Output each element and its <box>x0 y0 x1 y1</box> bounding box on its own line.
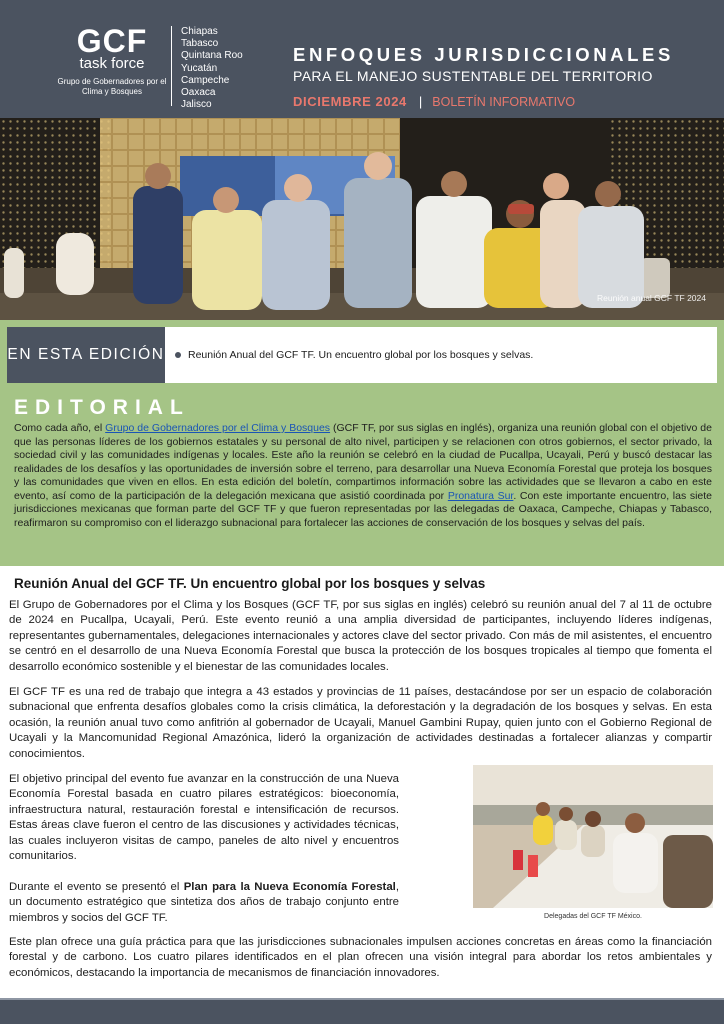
hero-photo-caption: Reunión anual GCF TF 2024 <box>597 293 706 303</box>
gcf-link[interactable]: Grupo de Gobernadores por el Clima y Bosques <box>105 422 331 434</box>
editorial-text-part: . Con este importante encuentro, las siete jurisdicciones mexicanas que forman parte del GCF TF y que fueron representadas por las delegadas de Oaxaca, Campeche, Chiapas y Tabasco, reafirmaron su compromiso con el liderazgo subnacional para fortalecer las acciones de conservación de los bosques y selvas del país. <box>14 489 713 529</box>
editorial-text-part: (GCF TF, por sus siglas en inglés), organiza una reunión global con el objetivo de que las personas líderes de los gobiernos estatales y su personal de alto nivel, participen y se relacionen con otros gobiernos, el sector privado, la sociedad civil y las comunidades indígenas y locales. Este año la reunión se celebró en la ciudad de Pucallpa, Ucayali, Perú y buscó destacar las realidades de los desafíos y las oportunidades de inversión sobre el terreno, para desarrollar una Nueva Economía Forestal que proteja los bosques y las comunidades que viven en ellos. En esta edición del boletín, compartimos información sobre las actividades que se llevaron a cabo en este evento, así como de la participación de la delegación mexicana que asistió coordinada por <box>14 422 712 502</box>
pronatura-link[interactable]: Pronatura Sur <box>447 489 514 502</box>
delegates-photo-illustration <box>473 765 713 908</box>
issue-line <box>293 94 673 109</box>
article-paragraph-4 <box>9 880 399 926</box>
logo-task-force-text: task force <box>79 55 145 72</box>
state-name: Jalisco <box>181 99 212 111</box>
newsletter-subtitle: PARA EL MANEJO SUSTENTABLE DEL TERRITORIO <box>293 68 653 84</box>
delegates-photo <box>473 765 713 908</box>
logo-divider <box>171 26 172 106</box>
issue-kind: BOLETÍN INFORMATIVO <box>432 95 576 109</box>
edition-contents <box>165 327 717 383</box>
newsletter-title: ENFOQUES JURISDICCIONALES <box>293 44 674 65</box>
issue-separator: | <box>418 94 423 109</box>
state-name: Yucatán <box>181 62 218 74</box>
article-paragraph-2: El GCF TF es una red de trabajo que integra a 43 estados y provincias de 11 países, destacándose por ser un espacio de colaboración subnacional que enfrenta desafíos globales como la crisis climática, la deforestación y la degradación de los bosques y selvas. En esta ocasión, la reunión anual tuvo como anfitrión al gobernador de Ucayali, Manuel Gambini Rupay, quien junto con el Gobierno Regional de Ucayali y la Mancomunidad Regional Amazónica, lideró la organización de actividades destinadas a fortalecer alianzas y compartir conocimientos. <box>9 686 712 760</box>
editorial-title: EDITORIAL <box>14 396 190 419</box>
article-paragraph-3: El objetivo principal del evento fue avanzar en la construcción de una Nueva Economía Forestal basada en cuatro pilares estratégicos: bioeconomía, infraestructura natural, restauración forestal e intensificación de recursos. Estas áreas clave fueron el centro de las discusiones y actividades técnicas, las cuales incluyeron visitas de campo, paneles de alto nivel y encuentros comunitarios. <box>9 773 399 863</box>
delegates-photo-caption: Delegadas del GCF TF México. <box>544 913 642 920</box>
logo-subtitle: Grupo de Gobernadores por el Clima y Bosques <box>57 77 167 96</box>
edition-item[interactable]: Reunión Anual del GCF TF. Un encuentro global por los bosques y selvas. <box>188 349 534 361</box>
footer-bar <box>0 1000 724 1024</box>
article-paragraph-1: El Grupo de Gobernadores por el Clima y los Bosques (GCF TF, por sus siglas en inglés) celebró su reunión anual del 7 al 11 de octubre de 2024 en Pucallpa, Ucayali, Perú. Este evento reunió a una amplia diversidad de participantes, incluyendo líderes indígenas, representantes gubernamentales, delegaciones internacionales y actores clave del sector privado. Con más de mil asistentes, el encuentro se centró en el desarrollo de una Nueva Economía Forestal que busca la protección de los bosques tropicales al tiempo que fomenta el desarrollo económico sostenible y el bienestar de las comunidades locales. <box>9 599 712 673</box>
state-name: Tabasco <box>181 38 219 50</box>
plan-title: Plan para la Nueva Economía Forestal <box>183 881 396 893</box>
state-name: Quintana Roo <box>181 50 243 62</box>
logo-main-text: GCF <box>76 23 148 59</box>
state-name: Campeche <box>181 74 230 86</box>
article-paragraph-4-part: Durante el evento se presentó el <box>9 881 184 893</box>
editorial-text-part: Como cada año, el <box>14 422 106 434</box>
hero-photo <box>0 118 724 320</box>
gcf-logo <box>54 23 170 97</box>
states-list <box>181 26 243 111</box>
article-paragraph-4-part: , un documento estratégico que sintetiza dos años de trabajo conjunto entre miembros y socios del GCF TF. <box>9 881 399 924</box>
bullet-icon <box>175 352 181 358</box>
article-title: Reunión Anual del GCF TF. Un encuentro global por los bosques y selvas <box>14 576 486 591</box>
hero-photo-illustration <box>0 118 724 320</box>
issue-date: DICIEMBRE 2024 <box>293 94 407 109</box>
newsletter-title-block <box>293 44 673 109</box>
article-paragraph-5: Este plan ofrece una guía práctica para que las jurisdicciones subnacionales impulsen acciones concretas en áreas como la financiación forestal y de carbono. Los cuatro pilares identificados en el plan ofrecen una visión integral para abordar los retos ambientales y económicos, destacando la importancia de mecanismos de financiación innovadores. <box>9 936 712 979</box>
state-name: Chiapas <box>181 26 218 37</box>
editorial-text <box>14 422 712 530</box>
state-name: Oaxaca <box>181 87 216 99</box>
edition-label: EN ESTA EDICIÓN <box>7 327 165 383</box>
